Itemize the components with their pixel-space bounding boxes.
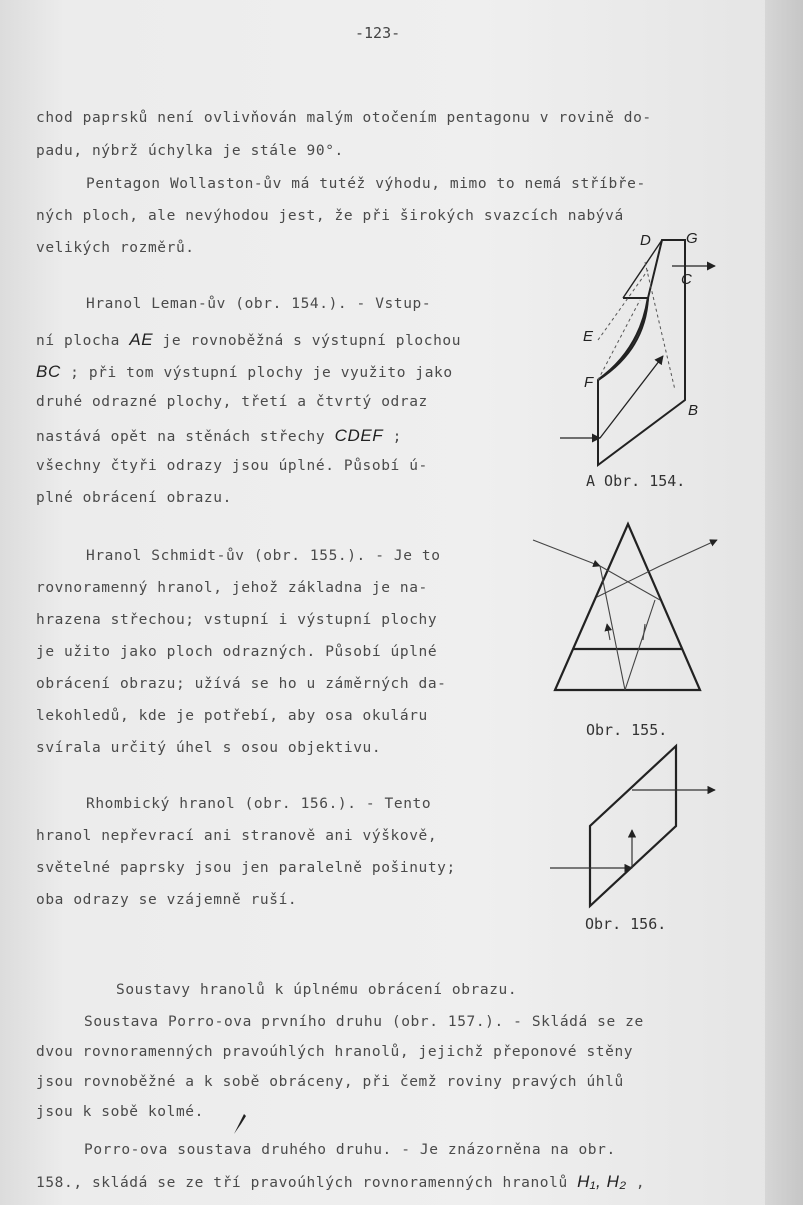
text-line: plné obrácení obrazu. xyxy=(36,490,232,506)
text-line: obrácení obrazu; užívá se ho u záměrných da- xyxy=(36,676,447,692)
text-line: Porro-ova soustava druhého druhu. - Je znázorněna na obr. xyxy=(84,1142,616,1158)
text-line: padu, nýbrž úchylka je stále 90°. xyxy=(36,143,344,159)
text-line: BC ; při tom výstupní plochy je využito jako xyxy=(36,362,453,381)
figure-154-caption: A Obr. 154. xyxy=(586,472,686,490)
text-line: dvou rovnoramenných pravoúhlých hranolů, jejichž přeponové stěny xyxy=(36,1044,634,1060)
text-line: oba odrazy se vzájemně ruší. xyxy=(36,892,298,908)
text-line: Pentagon Wollaston-ův má tutéž výhodu, mimo to nemá stříbře- xyxy=(86,176,646,192)
label-e: E xyxy=(583,328,594,345)
figure-155-caption: Obr. 155. xyxy=(586,721,668,739)
label-g: G xyxy=(686,230,698,247)
figure-156-caption: Obr. 156. xyxy=(585,915,667,933)
text-line: ných ploch, ale nevýhodou jest, že při širokých svazcích nabývá xyxy=(36,208,624,224)
text-line: 158., skládá se ze tří pravoúhlých rovnoramenných hranolů H₁, H₂ , xyxy=(36,1172,646,1191)
label-h1-h2: H₁, H₂ xyxy=(577,1172,627,1191)
text-line: nastává opět na stěnách střechy CDEF ; xyxy=(36,426,402,445)
text-line: světelné paprsky jsou jen paralelně pošinuty; xyxy=(36,860,456,876)
section-heading: Soustavy hranolů k úplnému obrácení obrazu. xyxy=(116,982,518,998)
text-line: hrazena střechou; vstupní i výstupní plochy xyxy=(36,612,438,628)
text-line: druhé odrazné plochy, třetí a čtvrtý odraz xyxy=(36,394,428,410)
label-cdef: CDEF xyxy=(334,426,384,445)
label-b: B xyxy=(688,402,699,419)
rhomb-outline xyxy=(590,746,676,906)
text-line: ní plocha AE je rovnoběžná s výstupní plochou xyxy=(36,330,462,349)
text-line: Soustava Porro-ova prvního druhu (obr. 157.). - Skládá se ze xyxy=(84,1014,644,1030)
text-line: rovnoramenný hranol, jehož základna je na- xyxy=(36,580,428,596)
text-line: Hranol Schmidt-ův (obr. 155.). - Je to xyxy=(86,548,441,564)
page-number: -123- xyxy=(355,24,401,42)
text-line: velikých rozměrů. xyxy=(36,240,195,256)
text-line: jsou k sobě kolmé. xyxy=(36,1104,204,1120)
label-ae: AE xyxy=(129,330,154,349)
label-f: F xyxy=(584,374,594,391)
text-line: lekohledů, kde je potřebí, aby osa okuláru xyxy=(36,708,428,724)
text-line: je užito jako ploch odrazných. Působí úplné xyxy=(36,644,438,660)
text-line: Rhombický hranol (obr. 156.). - Tento xyxy=(86,796,432,812)
label-d: D xyxy=(640,232,651,249)
label-c: C xyxy=(681,271,692,288)
text-line: svírala určitý úhel s osou objektivu. xyxy=(36,740,382,756)
pen-mark-icon xyxy=(230,1112,250,1136)
label-bc: BC xyxy=(36,362,61,381)
text-line: hranol nepřevrací ani stranově ani výškově, xyxy=(36,828,438,844)
text-line: jsou rovnoběžné a k sobě obráceny, při čemž roviny pravých úhlů xyxy=(36,1074,624,1090)
text-line: chod paprsků není ovlivňován malým otočením pentagonu v rovině do- xyxy=(36,110,652,126)
text-line: Hranol Leman-ův (obr. 154.). - Vstup- xyxy=(86,296,432,312)
text-line: všechny čtyři odrazy jsou úplné. Působí ú- xyxy=(36,458,428,474)
